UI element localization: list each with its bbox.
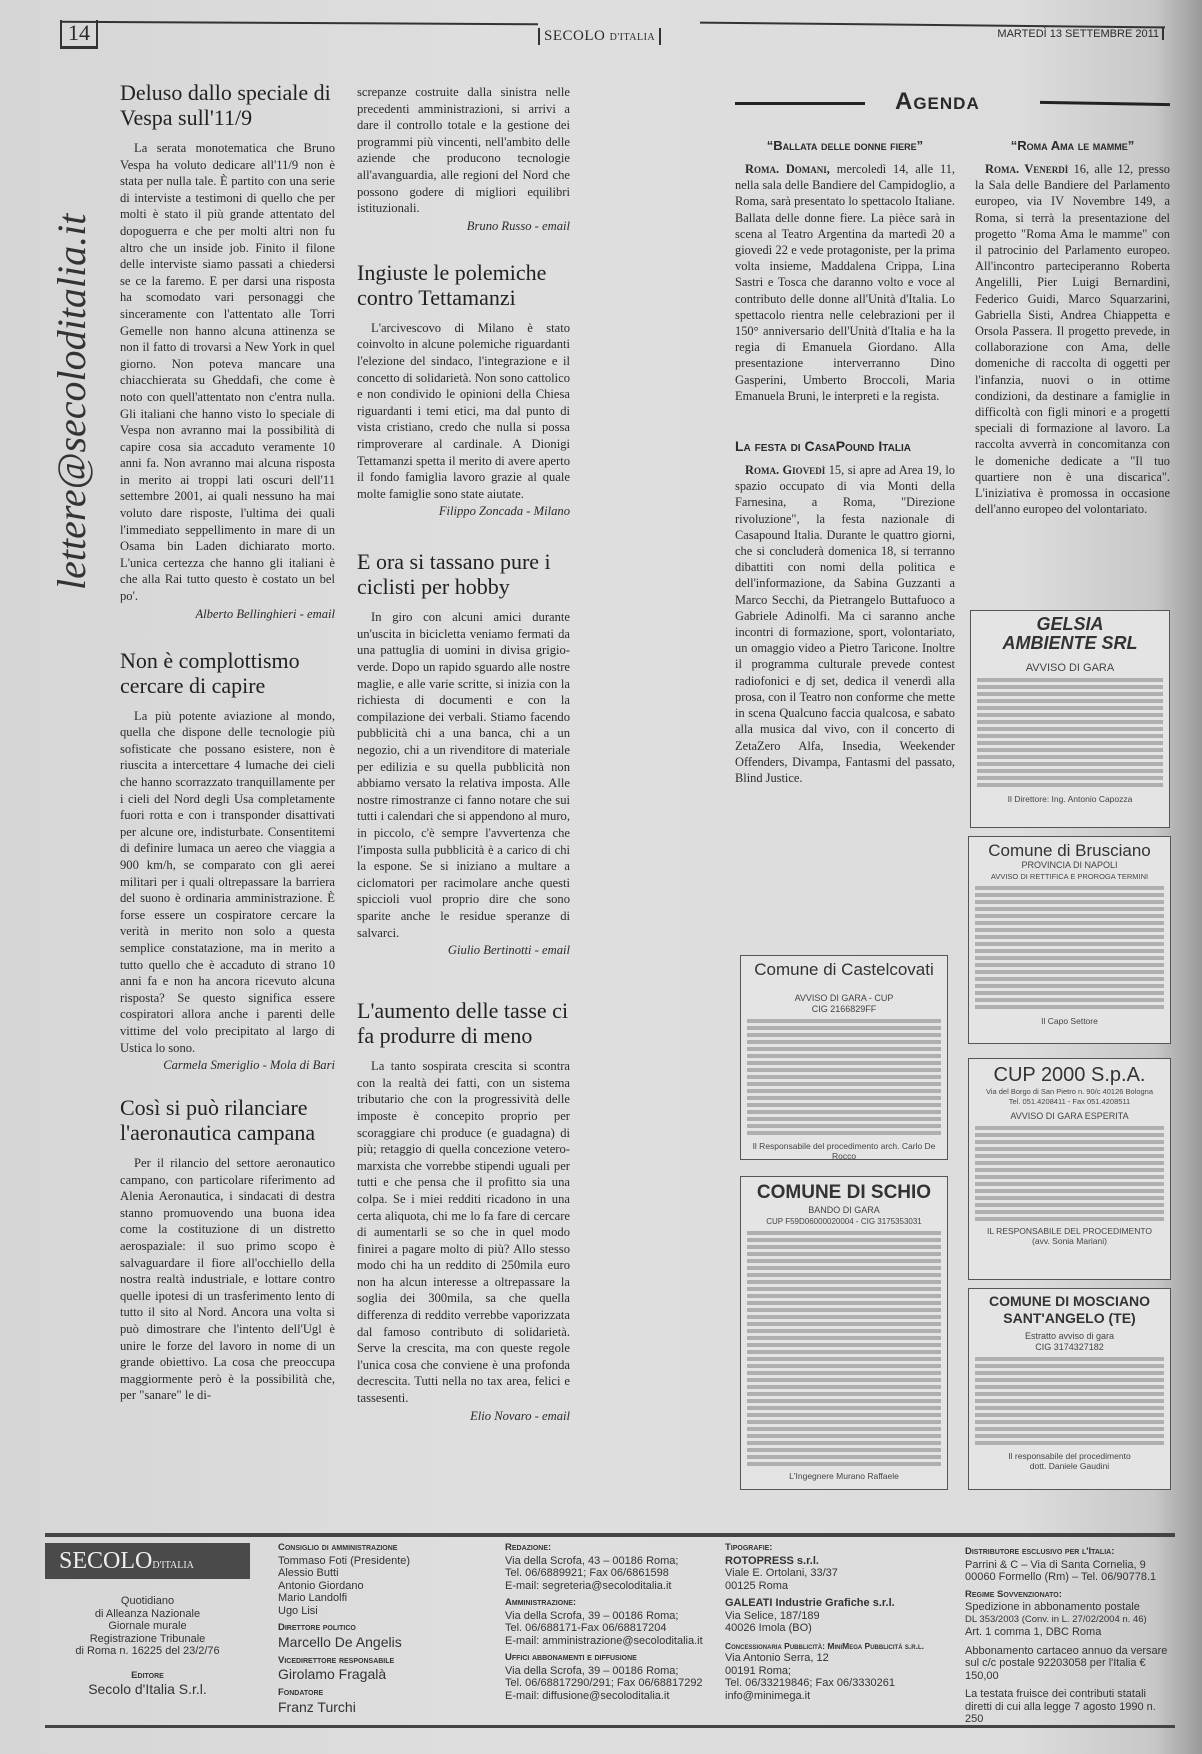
footer-board-label: Consiglio di amministrazione [278, 1542, 398, 1553]
ad-text [975, 886, 1164, 1012]
colophon [45, 1533, 1175, 1728]
footer-line: Tel. 06/33219846; Fax 06/3330261 [725, 1677, 896, 1689]
ad-title: AVVISO DI GARA - CUP [794, 993, 894, 1003]
ad-name: CUP 2000 S.p.A. [993, 1064, 1146, 1086]
ad-name: Comune di Castelcovati [754, 960, 934, 979]
letter [357, 998, 570, 1423]
masthead-name: SECOLO [544, 28, 606, 44]
letter [357, 260, 570, 520]
ad-signer: (avv. Sonia Mariani) [1032, 1236, 1107, 1246]
footer-tipografie-label: Tipografie: [725, 1542, 773, 1553]
agenda-item-when: Domani, [785, 162, 830, 176]
ad-name: COMUNE DI MOSCIANO [989, 1293, 1150, 1309]
agenda-header [735, 88, 1170, 118]
footer-line: Viale E. Ortolani, 33/37 [725, 1567, 838, 1579]
footer-line: Tel. 06/6889921; Fax 06/6861598 [505, 1567, 669, 1579]
ad-comune-schio [740, 1176, 948, 1490]
footer-email[interactable]: E-mail: amministrazione@secoloditalia.it [505, 1634, 703, 1647]
letter-title: L'aumento delle tasse ci fa produrre di meno [357, 998, 569, 1049]
ad-signer: Il Direttore: Ing. Antonio Capozza [1007, 794, 1133, 804]
agenda-item-place: Roma. [745, 463, 780, 478]
masthead [538, 28, 661, 45]
agenda-item-title: “Roma Ama le mamme” [1010, 138, 1135, 153]
footer-line: Tel. 06/688171-Fax 06/68817204 [505, 1622, 667, 1634]
footer-line: Via della Scrofa, 39 – 00186 Roma; [505, 1609, 679, 1622]
footer-regime-label: Regime Sovvenzionato: [965, 1588, 1062, 1600]
agenda-item-when: Venerdì [1024, 162, 1069, 176]
ad-name: COMUNE DI SCHIO [756, 1182, 932, 1203]
agenda-rule-left [735, 102, 865, 105]
letter-signature: Bruno Russo - email [466, 218, 570, 233]
footer-line: Spedizione in abbonamento postale [965, 1601, 1140, 1613]
footer-board-member: Tommaso Foti (Presidente) [278, 1554, 411, 1567]
ad-comune-castelcovati [740, 955, 948, 1160]
footer-email[interactable]: E-mail: segreteria@secoloditalia.it [505, 1579, 672, 1592]
ad-phone: Tel. 051.4208411 - Fax 051.4208511 [1008, 1097, 1131, 1106]
ad-comune-mosciano [968, 1288, 1171, 1490]
ad-name: SANT'ANGELO (TE) [1003, 1310, 1136, 1326]
footer-redazione-label: Redazione: [505, 1542, 552, 1553]
letter [120, 1095, 335, 1404]
footer-line: DL 353/2003 (Conv. in L. 27/02/2004 n. 46) [965, 1613, 1147, 1625]
letter-body: La serata monotematica che Bruno Vespa ha voluto dedicare all'11/9 non è stata per nulla tale. È partito con una serie di interviste a testimoni di quello che per molti è stato il più grande attentato del dopoguerra e che per molti altri non fu altro che un inside job. Finito il filone delle interviste siamo passati a chiedersi se ce la faremo. E per darsi una risposta ha scomodato vari personaggi che sinceramente con l'attentato alle Torri Gemelle non hanno alcuna attinenza se non il fatto di trovarsi a New York in quel giorno. Non poteva mancare una chiacchierata su Gheddafi, che come è noto con quell'attentato non c'entra nulla. Gli italiani che hanno visto lo speciale di Vespa non avranno mai la possibilità di capire cosa sia accaduto veramente 10 anni fa. Non avranno mai alcuna risposta in merito ai troppi lati oscuri dell'11 settembre 2001, ai quali nessuno ha mai voluto dare risposte, l'ultima dei quali l'immediato seppellimento in mare di un Osama bin Laden dichiarato morto. L'unica certezza che hanno gli italiani è che alla Rai tutto questo è costato un bel po'. [120, 141, 335, 604]
agenda-item [735, 438, 955, 786]
letter-signature: Alberto Bellinghieri - email [195, 606, 335, 621]
ad-title: BANDO DI GARA [808, 1205, 880, 1215]
footer-line: ROTOPRESS s.r.l. [725, 1554, 819, 1567]
ad-cup-2000 [968, 1058, 1171, 1280]
footer-about-line: Quotidiano [120, 1595, 175, 1607]
letter-title: Non è complottismo cercare di capire [120, 647, 300, 698]
letter-signature: Carmela Smeriglio - Mola di Bari [163, 1058, 335, 1073]
agenda-item-place: Roma. [985, 162, 1020, 176]
ad-comune-brusciano [968, 836, 1171, 1044]
letters-email[interactable]: lettere@secoloditalia.it [49, 213, 94, 590]
agenda-column-1 [735, 138, 955, 786]
page-number: 14 [60, 20, 98, 49]
ad-text [747, 1019, 941, 1137]
footer-board-member: Mario Landolfi [278, 1592, 348, 1604]
footer-director-label: Direttore politico [278, 1622, 356, 1633]
footer-board [278, 1537, 468, 1715]
letters-column-1 [120, 80, 335, 1404]
footer-about [45, 1595, 250, 1697]
letter-signature: Elio Novaro - email [470, 1408, 570, 1423]
letter [120, 80, 335, 622]
footer-line: Art. 1 comma 1, DBC Roma [965, 1626, 1102, 1638]
header-rule-left [60, 21, 538, 26]
ad-title: AVVISO DI GARA [1025, 662, 1115, 674]
letter-title: Ingiuste le polemiche contro Tettamanzi [357, 259, 547, 310]
footer-line: 40026 Imola (BO) [725, 1622, 812, 1634]
agenda-rule-right [1040, 101, 1170, 106]
footer-distribution [965, 1541, 1175, 1726]
footer-board-member: Alessio Butti [278, 1567, 339, 1579]
footer-about-line: Registrazione Tribunale [89, 1632, 206, 1645]
masthead-suffix: D'ITALIA [609, 32, 656, 43]
ad-signer: dott. Daniele Gaudini [1029, 1461, 1110, 1471]
ad-text [975, 1126, 1164, 1222]
ad-text [747, 1231, 941, 1467]
footer-line: Tel. 06/68817290/291; Fax 06/68817292 [505, 1677, 703, 1689]
footer-line: 00125 Roma [725, 1579, 788, 1592]
footer-offices [505, 1537, 710, 1702]
footer-distributore-label: Distributore esclusivo per l'Italia: [965, 1546, 1115, 1557]
ad-cig: CIG 3174327182 [1035, 1342, 1104, 1352]
ad-name: GELSIA [1036, 614, 1104, 634]
letter [357, 549, 570, 958]
agenda-item-body [735, 462, 955, 786]
agenda-item [975, 138, 1170, 517]
ad-signer-role: IL RESPONSABILE DEL PROCEDIMENTO [986, 1226, 1152, 1236]
footer-line: Via della Scrofa, 39 – 00186 Roma; [505, 1664, 679, 1677]
footer-editor: Secolo d'Italia S.r.l. [88, 1681, 207, 1697]
letter-body: La tanto sospirata crescita si scontra con la realtà dei fatti, con un sistema tributario che con la progressività delle imposte è concepito proprio per scoraggiare chi produce (e guadagna) di più; retaggio di quella concezione vetero-marxista che vorrebbe stipendi uguali per tutti e che pensa che il profitto sia una colpa. Se i miei redditi ricadono in una certa aliquota, chi me lo fa fare di cercare di aumentarli se so che in quel modo finirei a pagare molto di più? Allo stesso modo chi ha un reddito di 250mila euro non ha alcun interesse a oltrepassare la soglia dei 300mila, sa che quella differenza di reddito verrebbe vaporizzata dal famoso contributo di solidarietà. Serve la crescita, ma con queste regole l'unica cosa che conviene è una profonda decrescita. Tutti nella no tax area, felici e tassesenti. [357, 1059, 570, 1406]
ad-title: AVVISO DI RETTIFICA E PROROGA TERMINI [990, 872, 1149, 881]
ad-signer: Il Capo Settore [1041, 1016, 1098, 1026]
agenda-column-2 [975, 138, 1170, 517]
agenda-item-body [735, 161, 955, 404]
letter-body: In giro con alcuni amici durante un'uscita in bicicletta veniamo fermati da una pattuglia di uomini in divisa grigio-verde. Dopo un rapido sguardo alle nostre maglie, e alle varie scritte, si inizia con la richiesta di documenti e con la compilazione dei verbali. Stiamo facendo pubblicità chi a una banca, chi a un negozio, chi a un rivenditore di materiale per edilizia e su quella pubblicità non abbiamo versato la relativa imposta. Alle nostre rimostranze ci fanno notare che sui tutti i calendari che si appendono al muro, in piccolo, c'è sempre l'avvertenza che l'imposta sulla pubblicità è a carico di chi la espone. Se si iniziano a multare a ciclomatori per racimolare anche questi spiccioli vuol proprio dire che sono sparite anche le residue speranze di salvarci. [357, 610, 570, 940]
footer-vice-label: Vicedirettore responsabile [278, 1654, 395, 1666]
footer-board-member: Ugo Lisi [278, 1604, 318, 1617]
agenda-item-text: 15, si apre ad Area 19, lo spazio occupato di via Monti della Farnesina, a Roma, "Direzione rivoluzione", la festa nazionale di Casapound Italia. Durante le quattro giorni, che si concluderà domenica 18, si terranno dibattiti con nomi della politica e dell'informazione, da Sabina Guzzanti a Marco Secchi, da Pietrangelo Buttafuoco a Gabriele Adinolfi. Ma ci saranno anche incontri di formazione, sport, volontariato, un omaggio video a Pietro Taricone. Inoltre il programma culturale prevede contest radiofonici e dj set, dedica il venerdì alla prosa, con il Teatro non conforme che mette in scena Qualcuno faccia qualcosa, e sabato alla musica dal vivo, con il concerto di ZetaZero Alfa, Insedia, Weekender Offenders, Divampa, Fantasmi del passato, Blind Justice. [735, 463, 955, 785]
ad-gelsia-ambiente [970, 610, 1170, 828]
footer-abbonamento: Abbonamento cartaceo annuo da versare sul c/c postale 92203058 per l'Italia € 150,00 [965, 1644, 1168, 1682]
letter-title: Deluso dallo speciale di Vespa sull'11/9 [120, 80, 331, 130]
footer-line: Parrini & C – Via di Santa Cornelia, 9 [965, 1558, 1146, 1571]
footer-line: 00060 Formello (Rm) – Tel. 06/90778.1 [965, 1571, 1157, 1583]
footer-founder-label: Fondatore [278, 1687, 324, 1698]
footer-line: 00191 Roma; [725, 1664, 792, 1677]
ad-name: Comune di Brusciano [988, 841, 1151, 860]
footer-line: Via Antonio Serra, 12 [725, 1652, 829, 1664]
letter [120, 648, 335, 1073]
ad-name: AMBIENTE SRL [1002, 633, 1138, 653]
issue-date: MARTEDÌ 13 SETTEMBRE 2011 [997, 28, 1164, 40]
footer-line: Via della Scrofa, 43 – 00186 Roma; [505, 1554, 679, 1567]
agenda-item-text: mercoledì 14, alle 11, nella sala delle Bandiere del Campidoglio, a Roma, sarà presentato lo spettacolo Italiane. Ballata delle donne fiere. La pièce sarà in scena al Teatro Argentina da martedì 20 a giovedì 22 e vede protagoniste, per la prima volta insieme, Maddalena Crippa, Lina Sastri e Tosca che daranno volto e voce al contributo delle donne all'Unità d'Italia. Lo spettacolo rientra nelle celebrazioni per il 150° anniversario dell'Unità d'Italia e ha la regia di Emanuela Giordano. Alla presentazione interverranno Dino Gasperini, Umberto Broccoli, Maria Emanuela Bruni, le interpreti e la regista. [735, 162, 955, 403]
letter-title: Così si può rilanciare l'aeronautica campana [120, 1095, 316, 1146]
letter-signature: Giulio Bertinotti - email [447, 943, 570, 958]
ad-address: Via del Borgo di San Pietro n. 90/c 40126 Bologna [985, 1087, 1154, 1096]
agenda-title: Agenda [895, 88, 980, 115]
footer-email[interactable]: info@minimega.it [725, 1689, 811, 1702]
letter-body: Per il rilancio del settore aeronautico campano, con particolare riferimento ad Alenia Aeronautica, i sindacati di destra stanno promuovendo una buona idea come la costituzione di un distretto aerospaziale: il suo primo scopo è salvaguardare il fiore all'occhiello della nostra realtà industriale, e lottare contro quelle ipotesi di un trasferimento lento di tutto il sito al Nord. Ancora una volta si può dimostrare che l'intento dell'Ugl è unire le forze del lavoro in nome di un grande obiettivo. La cosa che preoccupa maggiormente però è la possibilità che, per "sanare" le di- [120, 1156, 335, 1403]
agenda-item-title: “Ballata delle donne fiere” [766, 138, 924, 153]
footer-logo-name: SECOLO [59, 1548, 153, 1574]
ad-text [975, 1357, 1164, 1447]
footer-about-line: di Alleanza Nazionale [94, 1607, 201, 1620]
ad-text [977, 678, 1163, 790]
footer-logo [45, 1543, 250, 1579]
footer-founder: Franz Turchi [278, 1698, 356, 1715]
letter-title: E ora si tassano pure i ciclisti per hobby [357, 549, 551, 600]
footer-about-line: di Roma n. 16225 del 23/2/76 [75, 1645, 220, 1657]
ad-subtitle: PROVINCIA DI NAPOLI [1021, 860, 1118, 870]
footer-vice: Girolamo Fragalà [278, 1666, 387, 1682]
ad-cig: CIG 2166829FF [811, 1004, 877, 1014]
footer-printers [725, 1537, 925, 1702]
footer-concessionaria-label: Concessionaria Pubblicità: MiniMega Pubblicità s.r.l. [725, 1640, 924, 1651]
ad-signer: L'Ingegnere Murano Raffaele [789, 1471, 899, 1481]
footer-director: Marcello De Angelis [278, 1633, 402, 1650]
footer-amministrazione-label: Amministrazione: [505, 1597, 577, 1608]
footer-line: GALEATI Industrie Grafiche s.r.l. [725, 1597, 895, 1609]
agenda-item-place: Roma. [745, 162, 780, 176]
letter-body-continued: screpanze costruite dalla sinistra nelle precedenti amministrazioni, si arrivi a dare il controllo totale e la gestione dei programmi più vincenti, nell'ambito delle aziende che producono tecnologie all'avanguardia, alle regioni del Nord che possono godere di migliori equilibri istituzionali. [357, 85, 570, 216]
footer-line: Via Selice, 187/189 [725, 1609, 820, 1622]
letter-body: L'arcivescovo di Milano è stato coinvolto in alcune polemiche riguardanti l'elezione del sindaco, l'integrazione e il concetto di solidarietà. Non sono cattolico e non condivido le opinioni della Chiesa riguardanti i temi etici, ma dal punto di vista cristiano, credo che nulla si possa rimproverare al cardinale. A Dionigi Tettamanzi spetta il merito di avere aperto il fondo famiglia lavoro grazie al quale molte famiglie sono state aiutate. [357, 320, 570, 501]
agenda-item [735, 138, 955, 404]
ad-title: Estratto avviso di gara [1024, 1331, 1115, 1341]
ad-title: AVVISO DI GARA ESPERITA [1010, 1111, 1129, 1121]
footer-contributi: La testata fruisce dei contributi statali diretti di cui alla legge 7 agosto 1990 n. 250 [965, 1688, 1156, 1725]
agenda-item-body [975, 161, 1170, 517]
letters-column-2 [357, 84, 570, 1424]
agenda-item-when: Giovedì [782, 463, 826, 478]
footer-about-line: Giornale murale [108, 1620, 187, 1632]
footer-board-member: Antonio Giordano [278, 1579, 364, 1592]
footer-abbonamenti-label: Uffici abbonamenti e diffusione [505, 1652, 637, 1663]
ad-signer: Il Responsabile del procedimento arch. Carlo De Rocco [752, 1141, 936, 1161]
ad-cup: CUP F59D06000020004 - CIG 3175353031 [766, 1217, 922, 1226]
agenda-item-title: La festa di CasaPound Italia [735, 438, 911, 455]
agenda-item-text: 16, alle 12, presso la Sala delle Bandiere del Parlamento europeo, via IV Novembre 149, a Roma, si terrà la presentazione del progetto "Roma Ama le mamme" con il patrocinio del Parlamento europeo. All'incontro parteciperanno Roberta Angelilli, Pier Luigi Bernardini, Federico Guidi, Marco Squarzarini, Gabriella Sisti, Andrea Chiappetta e Orsola Passera. Il progetto prevede, in collaborazione con Ama, delle domeniche di raccolta di oggetti per l'infanzia, nuovi o in ottime condizioni, da destinare a famiglie in difficoltà con figli minori e a progetti speciali di formazione al lavoro. La raccolta avverrà in concomitanza con le domeniche dedicate a "Il tuo quartiere non è una discarica". L'iniziativa è promossa in occasione dell'anno europeo del volontariato. [975, 162, 1170, 517]
letter-signature: Filippo Zoncada - Milano [438, 504, 570, 519]
ad-signer-role: Il responsabile del procedimento [1008, 1451, 1131, 1461]
letter-body: La più potente aviazione al mondo, quella che dispone delle tecnologie più sofisticate che possano esistere, non è riuscita a intercettare 4 lumache dei cieli che hanno scorrazzato tranquillamente per i cieli del Nord degli Usa completamente fuori rotta e con i transponder disattivati per alcune ore, indisturbate. Consentitemi di definire lumaca un aereo che viaggia a 900 km/h, se comparato con gli aerei militari per i quali oltrepassare la barriera del suono è ordinaria amministrazione. È forse essere un cospiratore cercare la verità in merito non solo a questa semplice constatazione, ma in merito a tutto quello che è accaduto di strano 10 anni fa e non ha ancora ricevuto alcuna risposta? Se questo significa essere cospiratori allora anche i parenti delle vittime del volo precipitato al largo di Ustica lo sono. [120, 708, 335, 1055]
footer-logo-suffix: D'ITALIA [152, 1560, 194, 1571]
footer-email[interactable]: E-mail: diffusione@secoloditalia.it [505, 1689, 670, 1702]
footer-editor-label: Editore [131, 1669, 164, 1681]
